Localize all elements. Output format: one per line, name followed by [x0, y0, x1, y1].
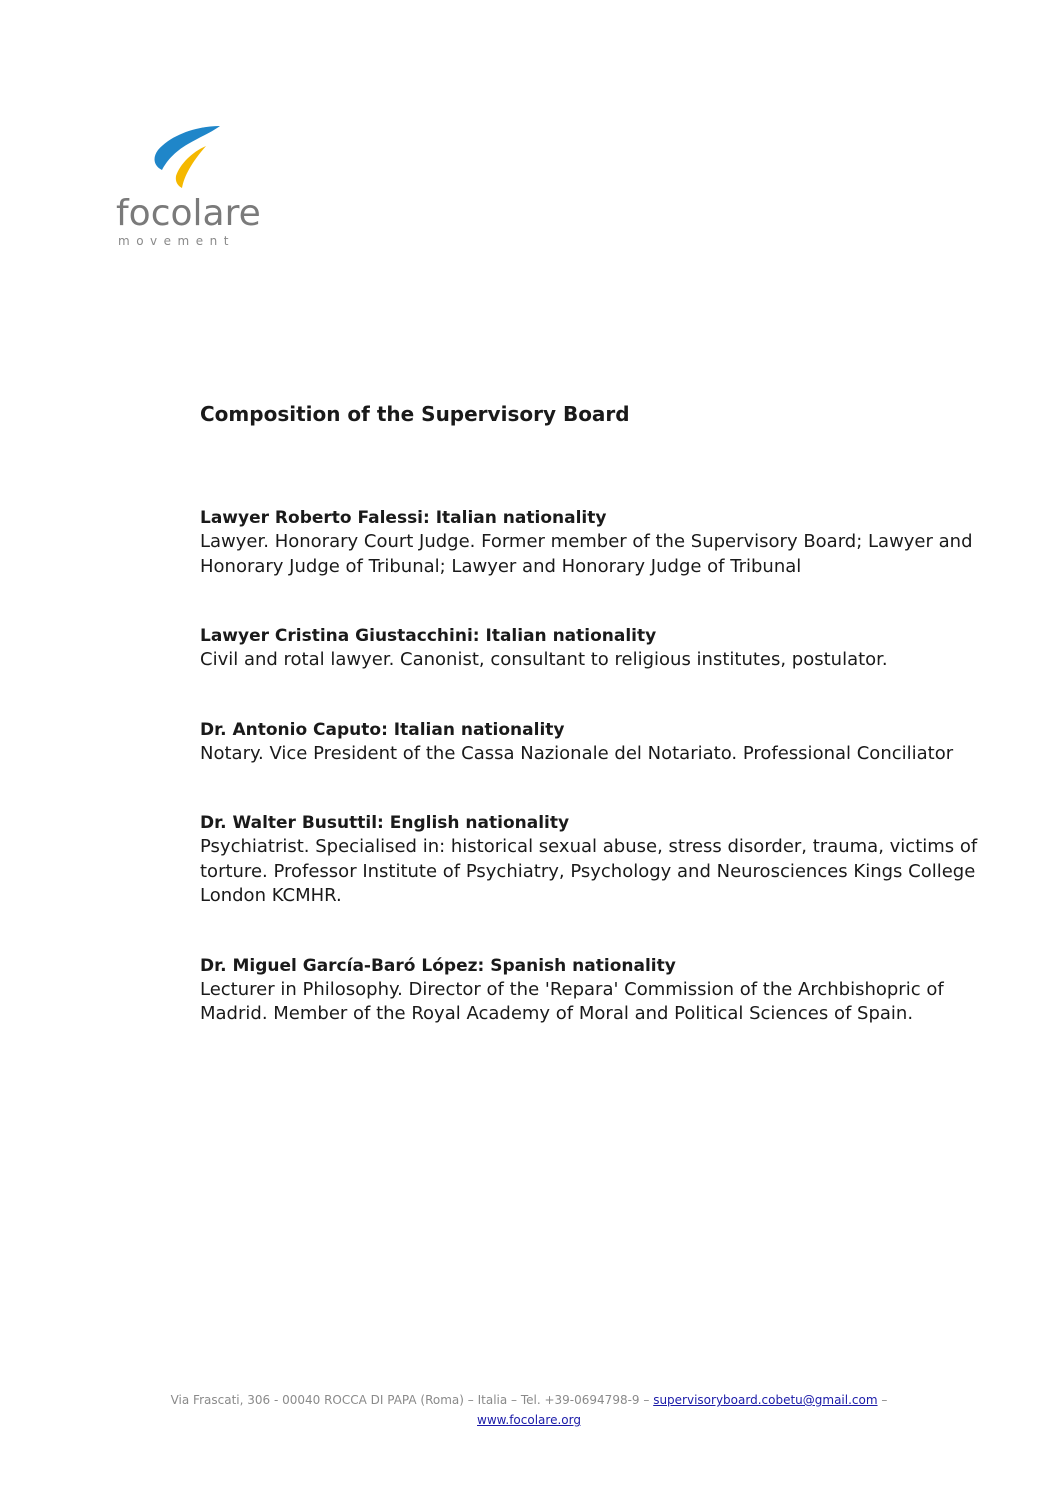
member-description: Civil and rotal lawyer. Canonist, consultant to religious institutes, postulator.: [200, 649, 888, 670]
member-description: Lecturer in Philosophy. Director of the 'Repara' Commission of the Archbishopric of Madrid. Member of the Royal Academy of Moral and Political Sciences of Spain.: [200, 978, 944, 1024]
member-description: Lawyer. Honorary Court Judge. Former member of the Supervisory Board; Lawyer and Honorary Judge of Tribunal; Lawyer and Honorary Judge of Tribunal: [200, 531, 973, 577]
board-member: [200, 624, 1000, 673]
footer-address: Via Frascati, 306 - 00040 ROCCA DI PAPA (Roma) – Italia – Tel. +39-0694798-9 –: [170, 1393, 650, 1407]
member-name: Dr. Walter Busuttil: English nationality: [200, 813, 570, 833]
footer: [0, 1390, 1058, 1430]
footer-line-1: [0, 1390, 1058, 1410]
member-name: Dr. Antonio Caputo: Italian nationality: [200, 719, 565, 740]
page-title: Composition of the Supervisory Board: [200, 402, 630, 426]
focolare-logo-icon: [150, 124, 224, 190]
board-member: [200, 811, 1000, 909]
board-member: [200, 954, 1000, 1027]
footer-separator: –: [881, 1393, 888, 1407]
member-description: Notary. Vice President of the Cassa Nazionale del Notariato. Professional Conciliator: [200, 742, 954, 764]
logo-subtitle: movement: [118, 234, 235, 248]
board-member: [200, 718, 1000, 767]
member-name: Dr. Miguel García-Baró López: Spanish nationality: [200, 955, 676, 976]
focolare-logo: [116, 120, 276, 250]
member-name: Lawyer Roberto Falessi: Italian nationality: [200, 508, 607, 528]
footer-line-2: [0, 1410, 1058, 1430]
logo-wordmark: focolare: [116, 193, 261, 234]
member-name: Lawyer Cristina Giustacchini: Italian nationality: [200, 626, 657, 646]
board-member-list: [200, 506, 1000, 1072]
board-member: [200, 506, 1000, 579]
footer-website-link[interactable]: www.focolare.org: [477, 1413, 581, 1427]
footer-email-link[interactable]: supervisoryboard.cobetu@gmail.com: [653, 1393, 878, 1407]
member-description: Psychiatrist. Specialised in: historical sexual abuse, stress disorder, trauma, victims of torture. Professor Institute of Psychiatry, Psychology and Neurosciences Kings College London KCMHR.: [200, 836, 978, 906]
